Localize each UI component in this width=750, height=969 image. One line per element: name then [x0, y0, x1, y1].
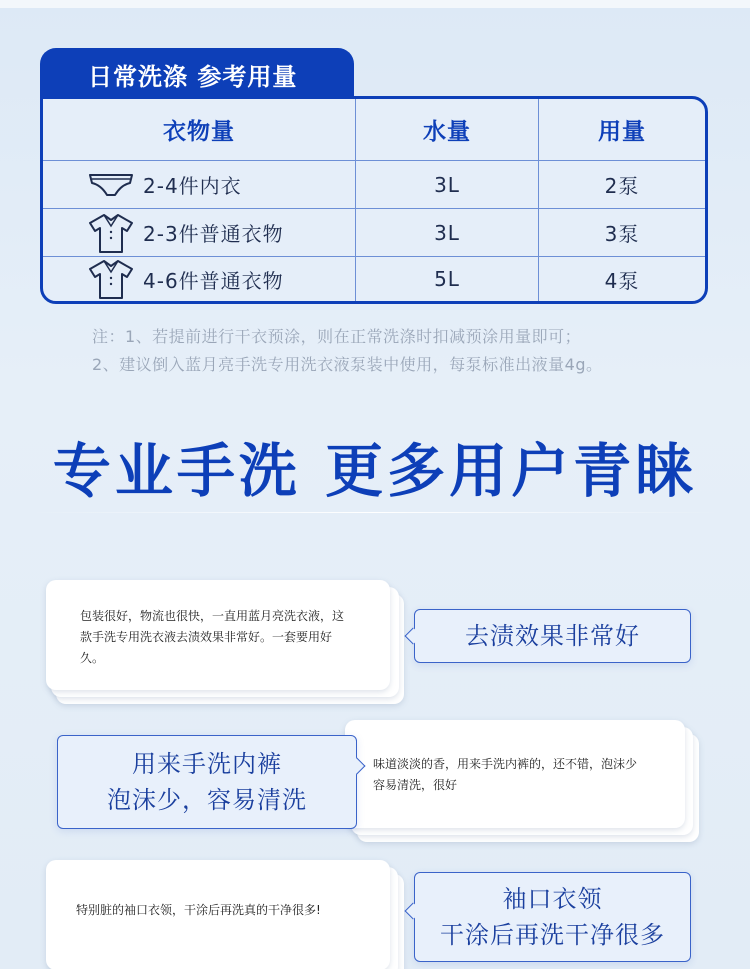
header-dosage: 用量 [538, 99, 705, 160]
note-line-1: 注：1、若提前进行干衣预涂，则在正常洗涤时扣减预涂用量即可； [92, 327, 582, 346]
review-callout [57, 735, 357, 829]
row-dosage: 3泵 [538, 209, 705, 256]
review-card [46, 860, 408, 969]
row-amount: 2-3件普通衣物 [143, 222, 284, 246]
table-row [43, 208, 705, 256]
review-text-line: 款手洗专用洗衣液去渍效果非常好。一套要用好 [80, 630, 333, 644]
review-card [345, 720, 701, 844]
table-title-tab: 日常洗涤 参考用量 [40, 48, 354, 100]
review-text-line: 容易清洗，很好 [373, 778, 458, 792]
headline: 专业手洗 更多用户青睐 [52, 437, 698, 505]
shirt-icon [87, 258, 135, 300]
row-dosage: 2泵 [538, 161, 705, 208]
callout-line: 干涂后再洗干净很多 [440, 921, 665, 949]
review-text-line: 味道淡淡的香，用来手洗内裤的，还不错，泡沫少 [373, 757, 638, 771]
callout-line: 泡沫少，容易清洗 [107, 786, 307, 814]
row-water: 3L [355, 209, 538, 256]
row-amount: 2-4件内衣 [143, 174, 242, 198]
header-water: 水量 [355, 99, 538, 160]
callout-line: 袖口衣领 [502, 885, 603, 913]
header-amount: 衣物量 [163, 119, 235, 145]
row-dosage: 4泵 [538, 257, 705, 301]
review-text-line: 久。 [80, 651, 105, 665]
table-row [43, 160, 705, 208]
callout-line: 去渍效果非常好 [465, 622, 640, 650]
table-header-row [43, 99, 705, 160]
shirt-icon [87, 212, 135, 254]
review-card [46, 580, 406, 705]
row-water: 5L [355, 257, 538, 301]
divider [30, 512, 720, 513]
review-callout [414, 609, 691, 663]
review-text-line: 特别脏的袖口衣领，干涂后再洗真的干净很多! [76, 903, 321, 917]
top-strip [0, 0, 750, 8]
table-row [43, 256, 705, 301]
row-water: 3L [355, 161, 538, 208]
row-amount: 4-6件普通衣物 [143, 268, 284, 293]
note-line-2: 2、建议倒入蓝月亮手洗专用洗衣液泵装中使用，每泵标准出液量4g。 [92, 355, 603, 374]
review-callout [414, 872, 691, 962]
callout-line: 用来手洗内裤 [132, 750, 282, 778]
review-text-line: 包装很好，物流也很快，一直用蓝月亮洗衣液，这 [80, 609, 345, 623]
dosage-table [40, 96, 708, 304]
underwear-icon [87, 171, 135, 199]
